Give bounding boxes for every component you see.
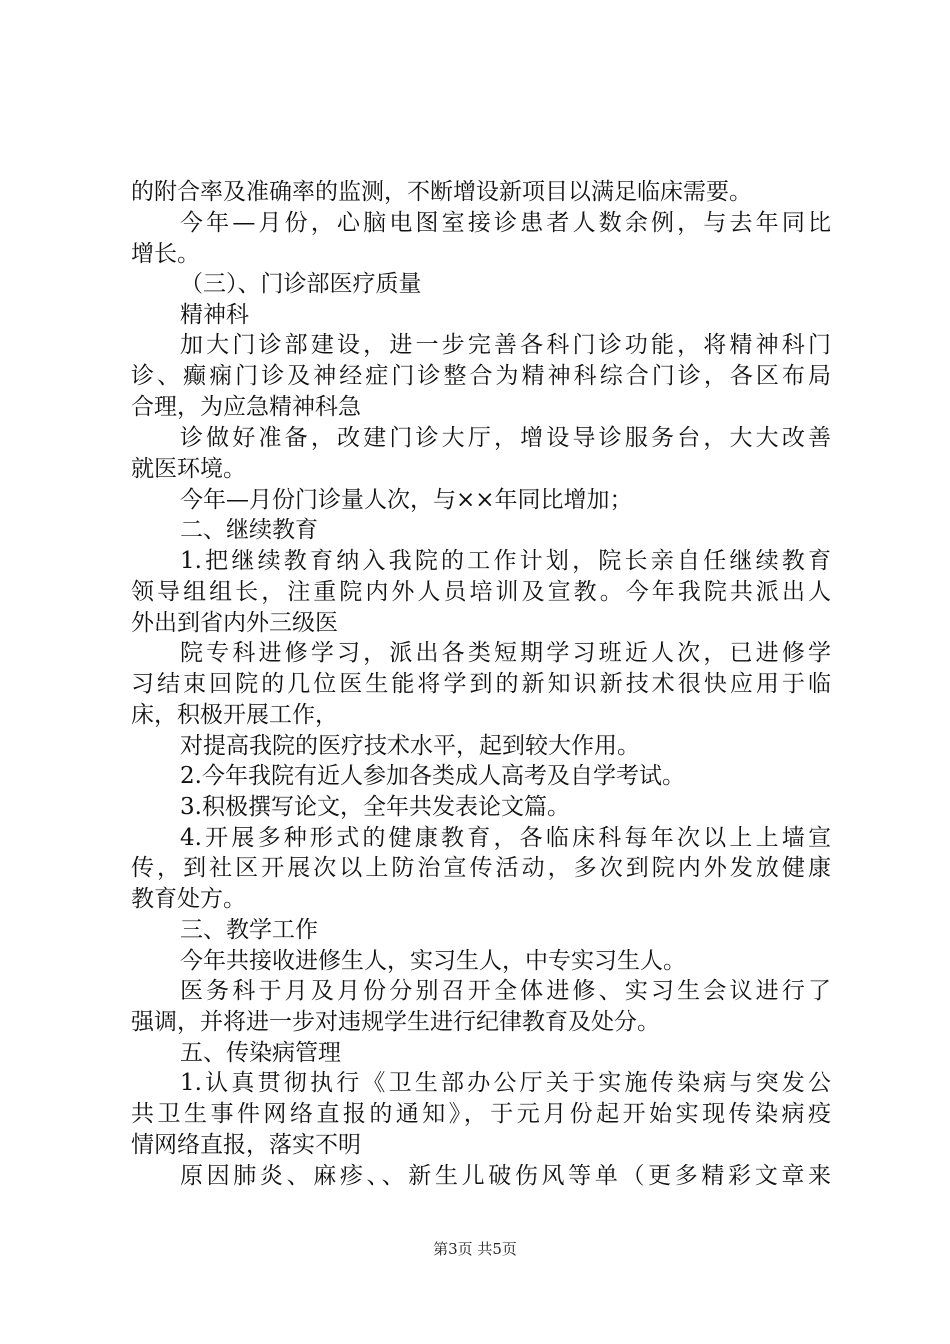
text-line: 外出到省内外三级医 [131,610,338,636]
text-line: 共卫生事件网络直报的通知》，于元月份起开始实现传染病疫 [131,1101,831,1127]
text-line: 增长。 [131,241,200,267]
text-line: 3.积极撰写论文，全年共发表论文篇。 [180,794,570,820]
text-line: 1.认真贯彻执行《卫生部办公厅关于实施传染病与突发公 [180,1070,831,1096]
section-heading: 三、教学工作 [180,917,318,943]
text-line: 合理，为应急精神科急 [131,394,361,420]
text-line: 诊做好准备，改建门诊大厅，增设导诊服务台，大大改善 [180,425,831,451]
text-line: 传，到社区开展次以上防治宣传活动，多次到院内外发放健康 [131,855,831,881]
section-heading: 二、继续教育 [180,517,318,543]
text-line: 原因肺炎、麻疹、、新生儿破伤风等单（更多精彩文章来 [180,1163,831,1189]
section-heading: （三）、门诊部医疗质量 [180,271,422,297]
text-line: 强调，并将进一步对违规学生进行纪律教育及处分。 [131,1009,660,1035]
text-line: 2.今年我院有近人参加各类成人高考及自学考试。 [180,763,685,789]
text-line: 诊、癫痫门诊及神经症门诊整合为精神科综合门诊，各区布局 [131,363,831,389]
text-line: 习结束回院的几位医生能将学到的新知识新技术很快应用于临 [131,671,831,697]
text-line: 的附合率及准确率的监测，不断增设新项目以满足临床需要。 [131,179,752,205]
page-number-footer: 第3页 共5页 [433,1240,517,1258]
text-line: 今年—月份门诊量人次，与××年同比增加； [180,487,633,513]
text-line: 情网络直报，落实不明 [131,1132,361,1158]
text-line: 医务科于月及月份分别召开全体进修、实习生会议进行了 [180,978,831,1004]
text-line: 今年共接收进修生人，实习生人，中专实习生人。 [180,948,686,974]
text-line: 院专科进修学习，派出各类短期学习班近人次，已进修学 [180,640,831,666]
text-line: 教育处方。 [131,886,246,912]
subsection-heading: 精神科 [180,302,249,328]
section-heading: 五、传染病管理 [180,1040,341,1066]
text-line: 就医环境。 [131,456,246,482]
text-line: 对提高我院的医疗技术水平，起到较大作用。 [180,733,640,759]
text-line: 4.开展多种形式的健康教育，各临床科每年次以上上墙宣 [180,825,831,851]
text-line: 1.把继续教育纳入我院的工作计划，院长亲自任继续教育 [180,548,831,574]
text-line: 床，积极开展工作， [131,702,338,728]
text-line: 今年—月份，心脑电图室接诊患者人数余例，与去年同比 [180,210,831,236]
text-line: 领导组组长，注重院内外人员培训及宣教。今年我院共派出人 [131,579,831,605]
text-line: 加大门诊部建设，进一步完善各科门诊功能，将精神科门 [180,332,831,358]
